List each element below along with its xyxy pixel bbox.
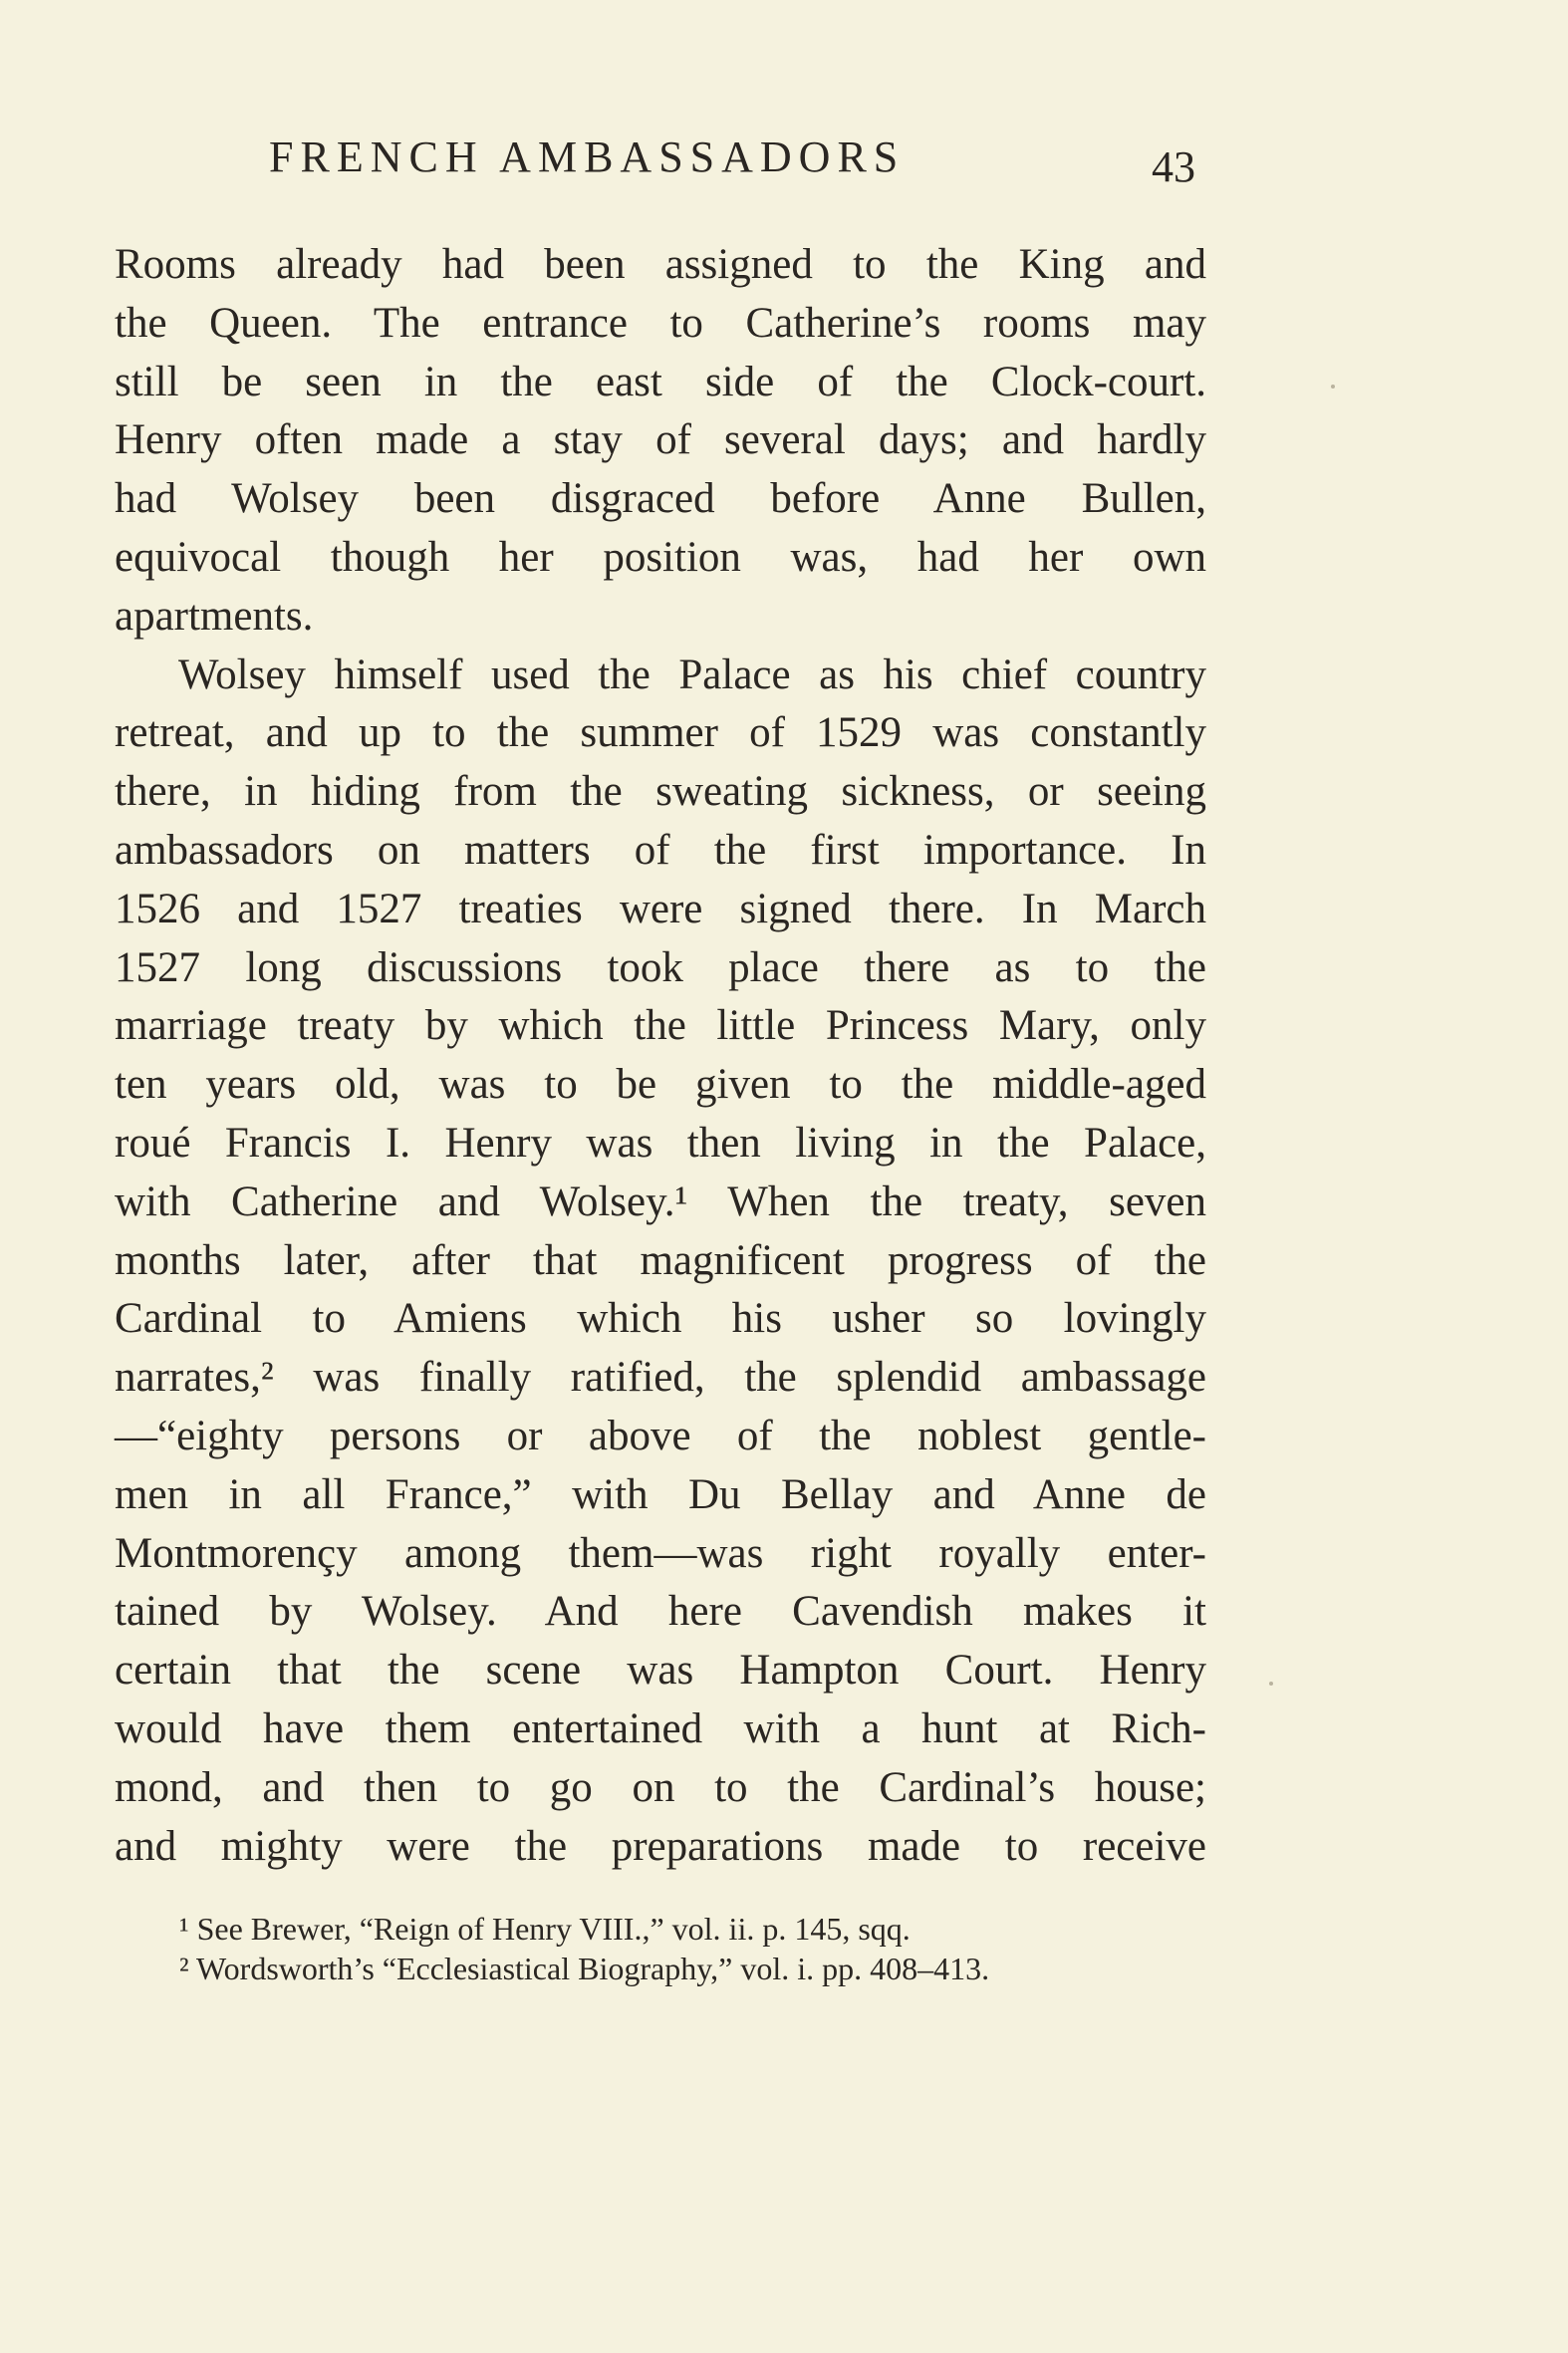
text-line: ten years old, was to be given to the middle-aged	[115, 1061, 1206, 1109]
footnotes	[179, 1909, 1176, 1988]
text-line: the Queen. The entrance to Catherine’s rooms may	[115, 299, 1206, 347]
text-line: —“eighty persons or above of the noblest gentle-	[115, 1412, 1206, 1459]
text-line: ambassadors on matters of the first importance. In	[115, 826, 1206, 874]
text-line: months later, after that magnificent progress of the	[115, 1236, 1206, 1284]
text-line: retreat, and up to the summer of 1529 was constantly	[115, 709, 1206, 757]
running-title: FRENCH AMBASSADORS	[269, 132, 906, 181]
text-line: still be seen in the east side of the Clock-court.	[115, 358, 1206, 405]
text-line: 1527 long discussions took place there as to the	[115, 943, 1206, 991]
text-line: there, in hiding from the sweating sickness, or seeing	[115, 768, 1206, 816]
text-line: with Catherine and Wolsey.¹ When the treaty, seven	[115, 1177, 1206, 1225]
text-line: 1526 and 1527 treaties were signed there. In March	[115, 885, 1206, 932]
text-line: equivocal though her position was, had her own	[115, 533, 1206, 581]
footnote: ¹ See Brewer, “Reign of Henry VIII.,” vol. ii. p. 145, sqq.	[179, 1911, 911, 1947]
text-line: would have them entertained with a hunt at Rich-	[115, 1704, 1206, 1752]
text-line: Henry often made a stay of several days; and hardly	[115, 416, 1206, 464]
text-line: certain that the scene was Hampton Court. Henry	[115, 1647, 1206, 1695]
text-line: Cardinal to Amiens which his usher so lovingly	[115, 1295, 1206, 1343]
text-line: Wolsey himself used the Palace as his chief country	[178, 651, 1206, 698]
text-line: mond, and then to go on to the Cardinal’s house;	[115, 1763, 1206, 1811]
text-line: men in all France,” with Du Bellay and Anne de	[115, 1470, 1206, 1518]
page-number: 43	[1152, 142, 1195, 191]
text-line: tained by Wolsey. And here Cavendish makes it	[115, 1588, 1206, 1636]
text-line: narrates,² was finally ratified, the splendid ambassage	[115, 1354, 1206, 1402]
text-line: marriage treaty by which the little Princess Mary, only	[115, 1002, 1206, 1050]
text-line: had Wolsey been disgraced before Anne Bullen,	[115, 475, 1206, 523]
body-text	[115, 236, 1206, 1876]
text-line: Montmorençy among them—was right royally enter-	[115, 1529, 1206, 1577]
paper-speck	[1269, 1682, 1273, 1686]
text-line: and mighty were the preparations made to receive	[115, 1822, 1206, 1870]
text-line: roué Francis I. Henry was then living in the Palace,	[115, 1119, 1206, 1167]
text-line: apartments.	[115, 592, 314, 640]
paper-speck	[1331, 385, 1335, 389]
text-line: Rooms already had been assigned to the King and	[115, 241, 1206, 288]
footnote: ² Wordsworth’s “Ecclesiastical Biography,” vol. i. pp. 408–413.	[179, 1951, 990, 1986]
